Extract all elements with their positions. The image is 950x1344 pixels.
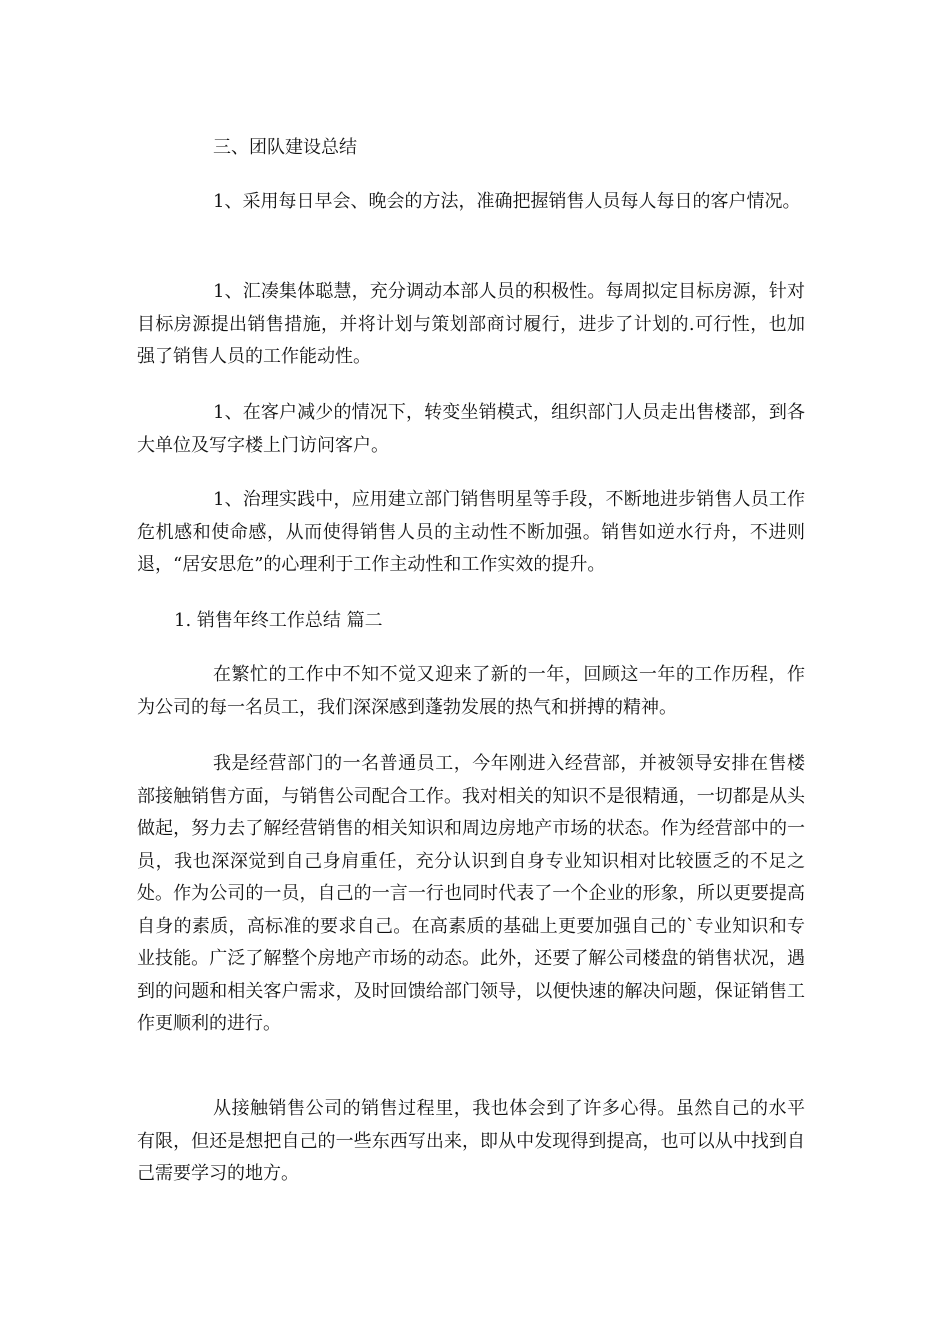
paragraph-new-year: 在繁忙的工作中不知不觉又迎来了新的一年，回顾这一年的工作历程，作为公司的每一名员工，我们深深感到蓬勃发展的热气和拼搏的精神。 xyxy=(137,664,805,718)
paragraph-collective-wisdom: 1、汇凑集体聪慧，充分调动本部人员的积极性。每周拟定目标房源，针对目标房源提出销售措施，并将计划与策划部商讨履行，进步了计划的.可行性，也加强了销售人员的工作能动性。 xyxy=(137,281,805,367)
paragraph-employee-experience: 我是经营部门的一名普通员工，今年刚进入经营部，并被领导安排在售楼部接触销售方面，与销售公司配合工作。我对相关的知识不是很精通，一切都是从头做起，努力去了解经营销售的相关知识和周边房地产市场的状态。作为经营部中的一员，我也深深觉到自己身肩重任，充分认识到自身专业知识相对比较匮乏的不足之处。作为公司的一员，自己的一言一行也同时代表了一个企业的形象，所以更要提高自身的素质，高标准的要求自己。在高素质的基础上更要加强自己的`专业知识和专业技能。广泛了解整个房地产市场的动态。此外，还要了解公司楼盘的销售状况，遇到的问题和相关客户需求，及时回馈给部门领导，以便快速的解决问题，保证销售工作更顺利的进行。 xyxy=(137,753,805,1034)
article-heading-part-two: 1. 销售年终工作总结 篇二 xyxy=(174,610,383,631)
section-heading-team-building: 三、团队建设总结 xyxy=(213,137,357,158)
paragraph-sales-star: 1、治理实践中，应用建立部门销售明星等手段，不断地进步销售人员工作危机感和使命感，从而使得销售人员的主动性不断加强。销售如逆水行舟，不进则退，“居安思危”的心理利于工作主动性和工作实效的提升。 xyxy=(137,489,805,575)
paragraph-insights: 从接触销售公司的销售过程里，我也体会到了许多心得。虽然自己的水平有限，但还是想把自己的一些东西写出来，即从中发现得到提高，也可以从中找到自己需要学习的地方。 xyxy=(137,1098,805,1184)
paragraph-visit-customers: 1、在客户减少的情况下，转变坐销模式，组织部门人员走出售楼部，到各大单位及写字楼上门访问客户。 xyxy=(137,402,805,456)
paragraph-morning-evening-meetings: 1、采用每日早会、晚会的方法，准确把握销售人员每人每日的客户情况。 xyxy=(213,191,801,212)
